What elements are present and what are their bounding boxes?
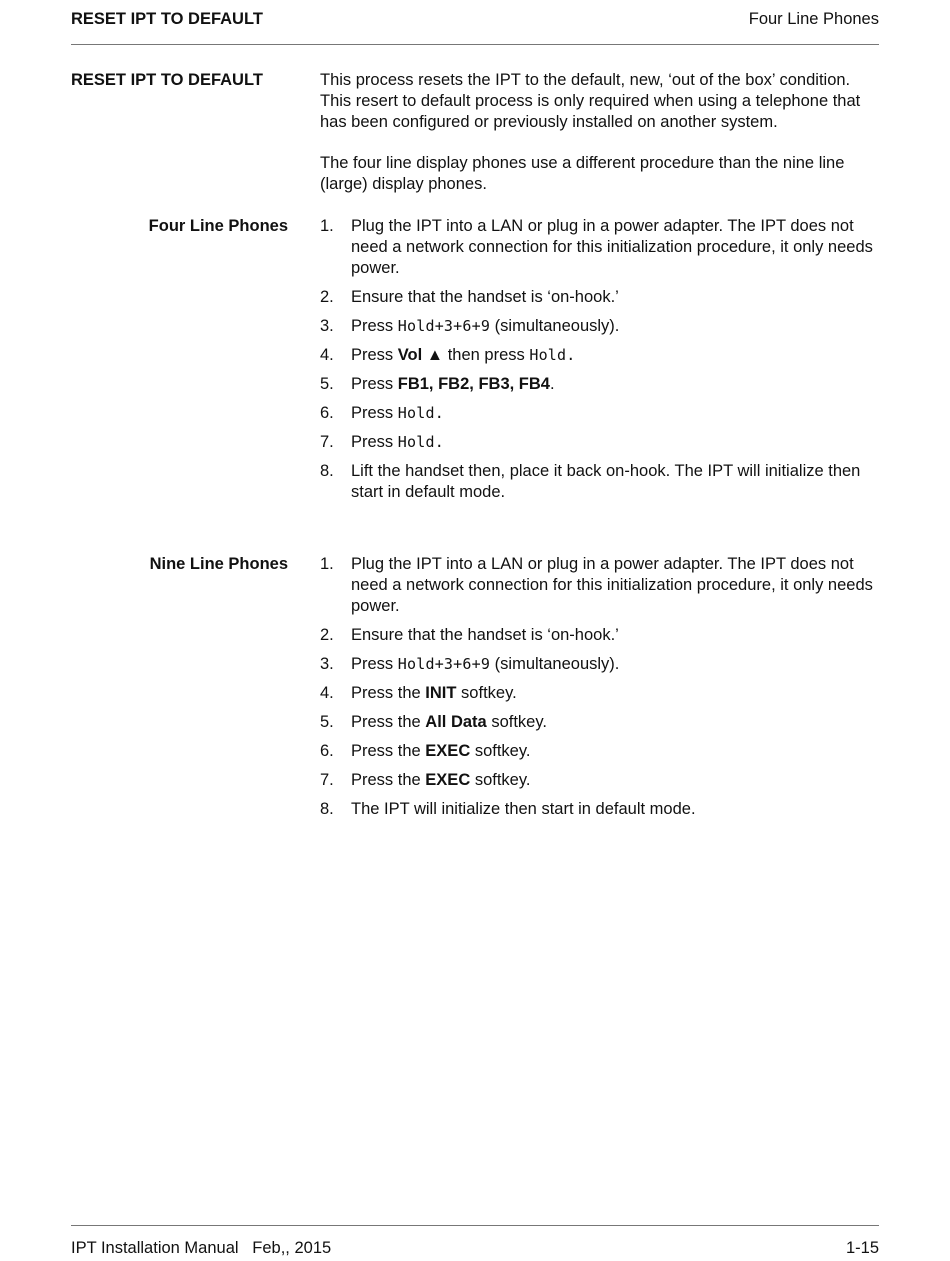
page-number: 1-15	[845, 1239, 879, 1257]
step-number: 2.	[320, 626, 334, 644]
step-text: softkey.	[486, 713, 547, 731]
step-text: Press	[351, 317, 398, 335]
nine-line-steps	[320, 554, 879, 820]
step-item	[320, 461, 879, 503]
step-item	[320, 216, 879, 279]
header-title: RESET IPT TO DEFAULT	[71, 10, 263, 28]
step-number: 8.	[320, 800, 334, 818]
key-sequence: Hold.	[397, 404, 444, 422]
step-text: (simultaneously).	[490, 655, 620, 673]
step-item	[320, 712, 879, 733]
step-item	[320, 345, 879, 366]
step-item	[320, 770, 879, 791]
step-text: Press	[351, 346, 398, 364]
step-text: The IPT will initialize then start in default mode.	[351, 800, 696, 818]
four-line-steps	[320, 216, 879, 503]
step-text: Press the	[351, 684, 426, 702]
step-text: Press	[351, 433, 398, 451]
step-item	[320, 654, 879, 675]
step-text: softkey.	[470, 771, 531, 789]
step-item	[320, 741, 879, 762]
step-number: 5.	[320, 713, 334, 731]
step-item	[320, 432, 879, 453]
key-sequence: Hold.	[529, 346, 576, 364]
intro-paragraph-1: This process resets the IPT to the default, new, ‘out of the box’ condition. This resert to default process is only required when using a telephone that has been configured or previously installed on another system.	[320, 71, 861, 131]
nine-line-section	[71, 554, 879, 834]
step-number: 6.	[320, 742, 334, 760]
key-name: Vol ▲	[397, 346, 444, 364]
page-footer	[71, 1225, 879, 1261]
key-name: All Data	[425, 713, 487, 731]
key-name: FB1, FB2, FB3, FB4	[397, 375, 550, 393]
step-number: 8.	[320, 462, 334, 480]
step-text: Plug the IPT into a LAN or plug in a power adapter. The IPT does not need a network connection for this initialization procedure, it only needs power.	[351, 217, 873, 277]
step-text: Press the	[351, 713, 426, 731]
step-number: 1.	[320, 555, 334, 573]
intro-body	[320, 70, 879, 215]
step-text: softkey.	[456, 684, 517, 702]
key-sequence: Hold.	[397, 433, 444, 451]
step-text: Plug the IPT into a LAN or plug in a power adapter. The IPT does not need a network connection for this initialization procedure, it only needs power.	[351, 555, 873, 615]
step-text: Press	[351, 655, 398, 673]
key-sequence: Hold+3+6+9	[397, 317, 491, 335]
step-text: softkey.	[470, 742, 531, 760]
nine-line-label: Nine Line Phones	[149, 555, 288, 573]
step-item	[320, 316, 879, 337]
step-item	[320, 625, 879, 646]
step-text: .	[549, 375, 555, 393]
step-item	[320, 799, 879, 820]
step-number: 6.	[320, 404, 334, 422]
step-number: 7.	[320, 771, 334, 789]
step-number: 1.	[320, 217, 334, 235]
step-number: 4.	[320, 346, 334, 364]
step-item	[320, 554, 879, 617]
four-line-label: Four Line Phones	[148, 217, 288, 235]
step-text: (simultaneously).	[490, 317, 620, 335]
step-number: 3.	[320, 317, 334, 335]
step-text: then press	[443, 346, 530, 364]
four-line-section	[71, 216, 879, 516]
step-number: 7.	[320, 433, 334, 451]
key-sequence: Hold+3+6+9	[397, 655, 491, 673]
step-number: 4.	[320, 684, 334, 702]
step-item	[320, 403, 879, 424]
intro-section	[71, 70, 879, 200]
step-number: 5.	[320, 375, 334, 393]
step-number: 2.	[320, 288, 334, 306]
step-item	[320, 683, 879, 704]
intro-paragraph-2: The four line display phones use a different procedure than the nine line (large) display phones.	[320, 154, 845, 193]
step-number: 3.	[320, 655, 334, 673]
step-text: Press the	[351, 771, 426, 789]
step-item	[320, 374, 879, 395]
key-name: EXEC	[425, 771, 471, 789]
footer-manual-title: IPT Installation Manual Feb,, 2015	[71, 1239, 332, 1257]
step-text: Press	[351, 375, 398, 393]
key-name: INIT	[425, 684, 457, 702]
step-item	[320, 287, 879, 308]
step-text: Press the	[351, 742, 426, 760]
page-header	[71, 8, 879, 45]
section-heading: RESET IPT TO DEFAULT	[71, 71, 263, 89]
key-name: EXEC	[425, 742, 471, 760]
header-section: Four Line Phones	[748, 10, 879, 28]
step-text: Ensure that the handset is ‘on-hook.’	[351, 626, 619, 644]
step-text: Ensure that the handset is ‘on-hook.’	[351, 288, 619, 306]
step-text: Press	[351, 404, 398, 422]
step-text: Lift the handset then, place it back on-hook. The IPT will initialize then start in default mode.	[351, 462, 861, 501]
